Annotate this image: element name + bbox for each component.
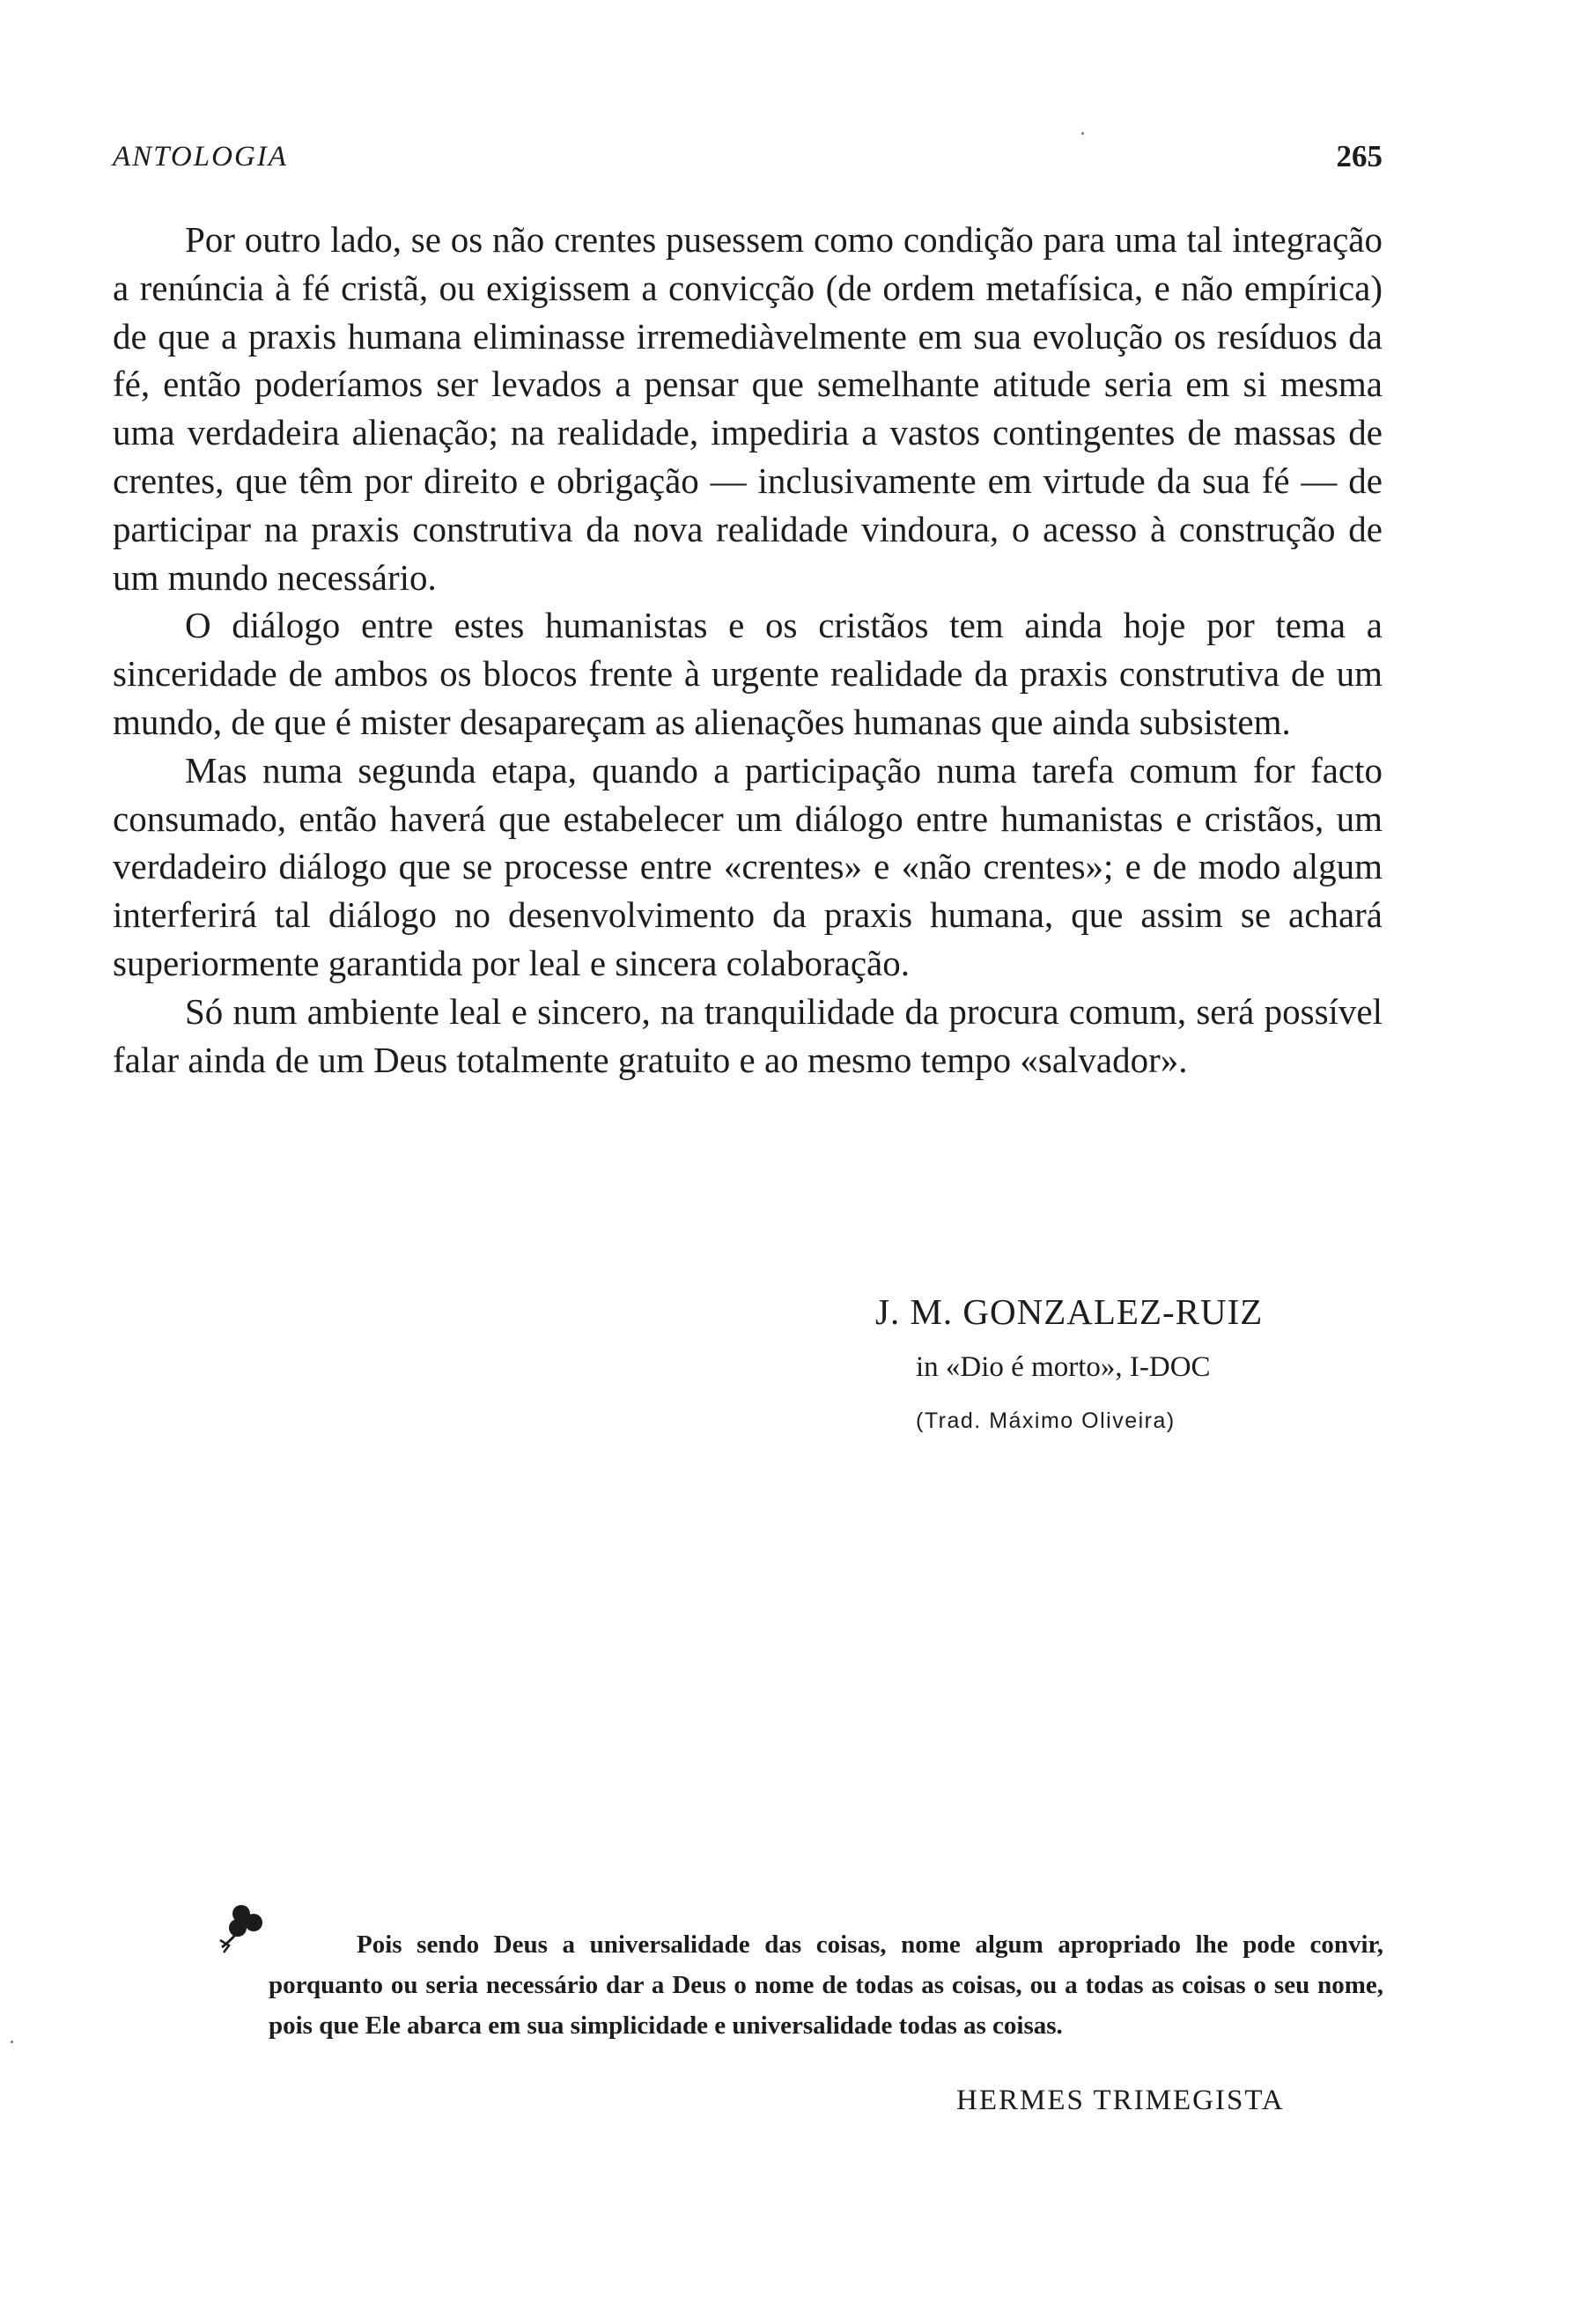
epigraph-author: HERMES TRIMEGISTA: [956, 2085, 1285, 2116]
running-title: ANTOLOGIA: [113, 141, 288, 173]
paragraph: Por outro lado, se os não crentes pusessem como condição para uma tal integração a renúncia à fé cristã, ou exigissem a convicção (de ordem metafísica, e não empírica) de que a praxis humana eliminasse irremediàvelmente em sua evolução os resíduos da fé, então poderíamos ser levados a pensar que semelhante atitude seria em si mesma uma verdadeira alienação; na realidade, impediria a vastos contingentes de massas de crentes, que têm por direito e obrigação — inclusivamente em virtude da sua fé — de participar na praxis construtiva da nova realidade vindoura, o acesso à construção de um mundo necessário.: [113, 219, 1383, 598]
paragraph: Mas numa segunda etapa, quando a participação numa tarefa comum for facto consumado, então haverá que estabelecer um diálogo entre humanistas e cristãos, um verdadeiro diálogo que se processe entre «crentes» e «não crentes»; e de modo algum interferirá tal diálogo no desenvolvimento da praxis humana, que assim se achará superiormente garantida por leal e sincera colaboração.: [113, 749, 1383, 983]
translator-credit: (Trad. Máximo Oliveira): [916, 1408, 1176, 1433]
print-speck: [11, 2041, 13, 2043]
article-source: in «Dio é morto», I-DOC: [916, 1351, 1211, 1383]
epigraph-quote: [269, 1924, 1383, 2046]
article-body: [113, 216, 1383, 1084]
page-number: 265: [1336, 139, 1383, 173]
paragraph: O diálogo entre estes humanistas e os cristãos tem ainda hoje por tema a sinceridade de ambos os blocos frente à urgente realidade da praxis construtiva de um mundo, de que é mister desapareçam as alienações humanas que ainda subsistem.: [113, 605, 1383, 742]
paragraph: Só num ambiente leal e sincero, na tranquilidade da procura comum, será possível falar ainda de um Deus totalmente gratuito e ao mesmo tempo «salvador».: [113, 990, 1383, 1080]
clover-leaf-icon: [218, 1901, 269, 1956]
print-speck: [1081, 132, 1084, 135]
epigraph-text: Pois sendo Deus a universalidade das coisas, nome algum apropriado lhe pode convir, porquanto ou seria necessário dar a Deus o nome de todas as coisas, ou a todas as coisas o seu nome, pois que Ele abarca em sua simplicidade e universalidade todas as coisas.: [269, 1931, 1383, 2040]
article-author: J. M. GONZALEZ-RUIZ: [875, 1291, 1264, 1332]
